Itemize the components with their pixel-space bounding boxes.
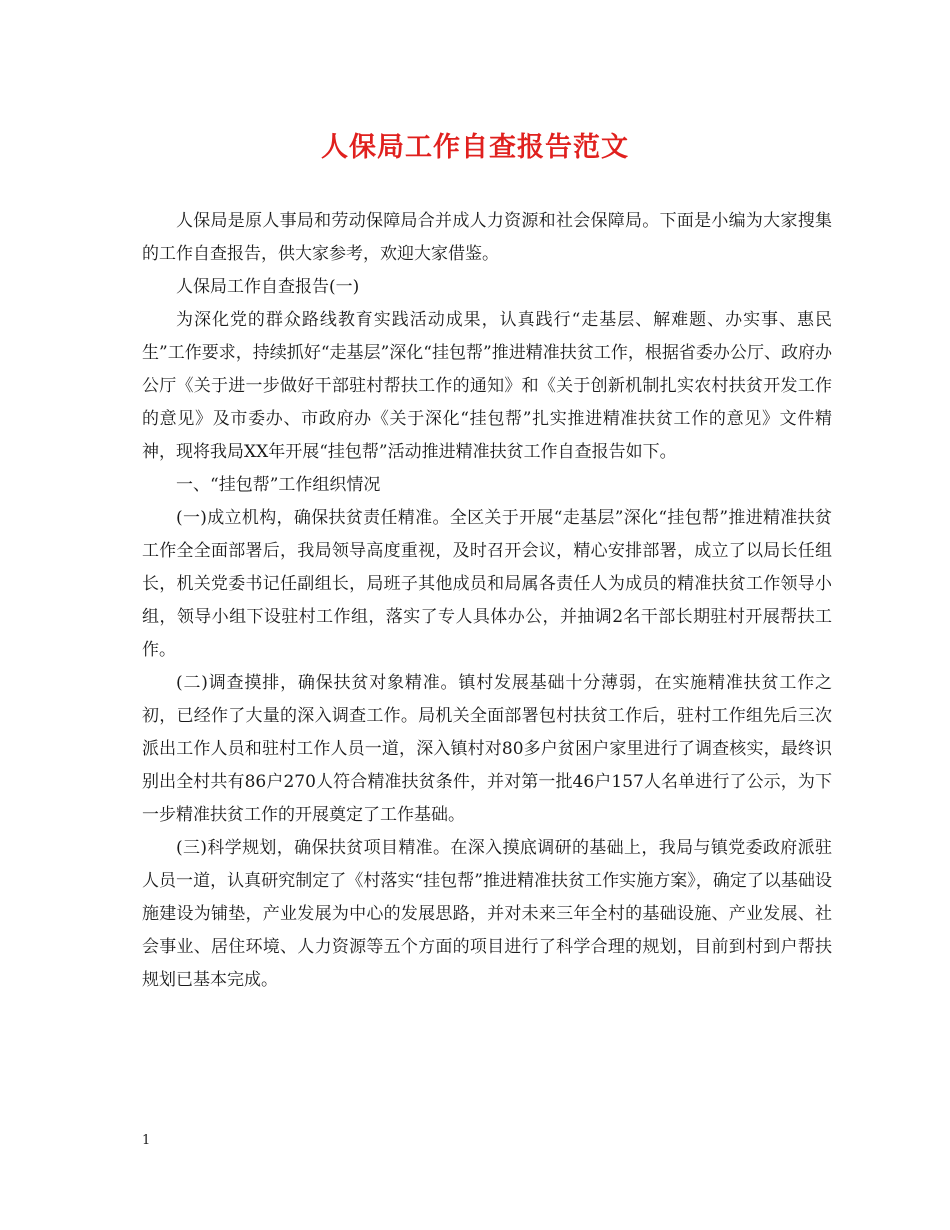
document-title: 人保局工作自查报告范文 <box>321 132 629 163</box>
paragraph-establish-organization: (一)成立机构，确保扶贫责任精准。全区关于开展“走基层”深化“挂包帮”推进精准扶贫工作全全面部署后，我局领导高度重视，及时召开会议，精心安排部署，成立了以局长任组长，机关党委书记任副组长，局班子其他成员和局属各责任人为成员的精准扶贫工作领导小组，领导小组下设驻村工作组，落实了专人具体办公，并抽调2名干部长期驻村开展帮扶工作。 <box>142 508 832 660</box>
section-heading-organization: 一、“挂包帮”工作组织情况 <box>176 475 381 495</box>
background-paragraph: 为深化党的群众路线教育实践活动成果，认真践行“走基层、解难题、办实事、惠民生”工作要求，持续抓好“走基层”深化“挂包帮”推进精准扶贫工作，根据省委办公厅、政府办公厅《关于进一步做好干部驻村帮扶工作的通知》和《关于创新机制扎实农村扶贫开发工作的意见》及市委办、市政府办《关于深化“挂包帮”扎实推进精准扶贫工作的意见》文件精神，现将我局XX年开展“挂包帮”活动推进精准扶贫工作自查报告如下。 <box>142 310 832 462</box>
document-body <box>142 205 832 997</box>
intro-paragraph: 人保局是原人事局和劳动保障局合并成人力资源和社会保障局。下面是小编为大家搜集的工作自查报告，供大家参考，欢迎大家借鉴。 <box>142 211 832 264</box>
paragraph-planning: (三)科学规划，确保扶贫项目精准。在深入摸底调研的基础上，我局与镇党委政府派驻人员一道，认真研究制定了《村落实“挂包帮”推进精准扶贫工作实施方案》，确定了以基础设施建设为铺垫，产业发展为中心的发展思路，并对未来三年全村的基础设施、产业发展、社会事业、居住环境、人力资源等五个方面的项目进行了科学合理的规划，目前到村到户帮扶规划已基本完成。 <box>142 838 832 990</box>
section-heading-report-one: 人保局工作自查报告(一) <box>176 277 360 297</box>
page-number: 1 <box>142 1133 151 1148</box>
paragraph-survey: (二)调查摸排，确保扶贫对象精准。镇村发展基础十分薄弱，在实施精准扶贫工作之初，已经作了大量的深入调查工作。局机关全面部署包村扶贫工作后，驻村工作组先后三次派出工作人员和驻村工作人员一道，深入镇村对80多户贫困户家里进行了调查核实，最终识别出全村共有86户270人符合精准扶贫条件，并对第一批46户157人名单进行了公示，为下一步精准扶贫工作的开展奠定了工作基础。 <box>142 673 832 825</box>
